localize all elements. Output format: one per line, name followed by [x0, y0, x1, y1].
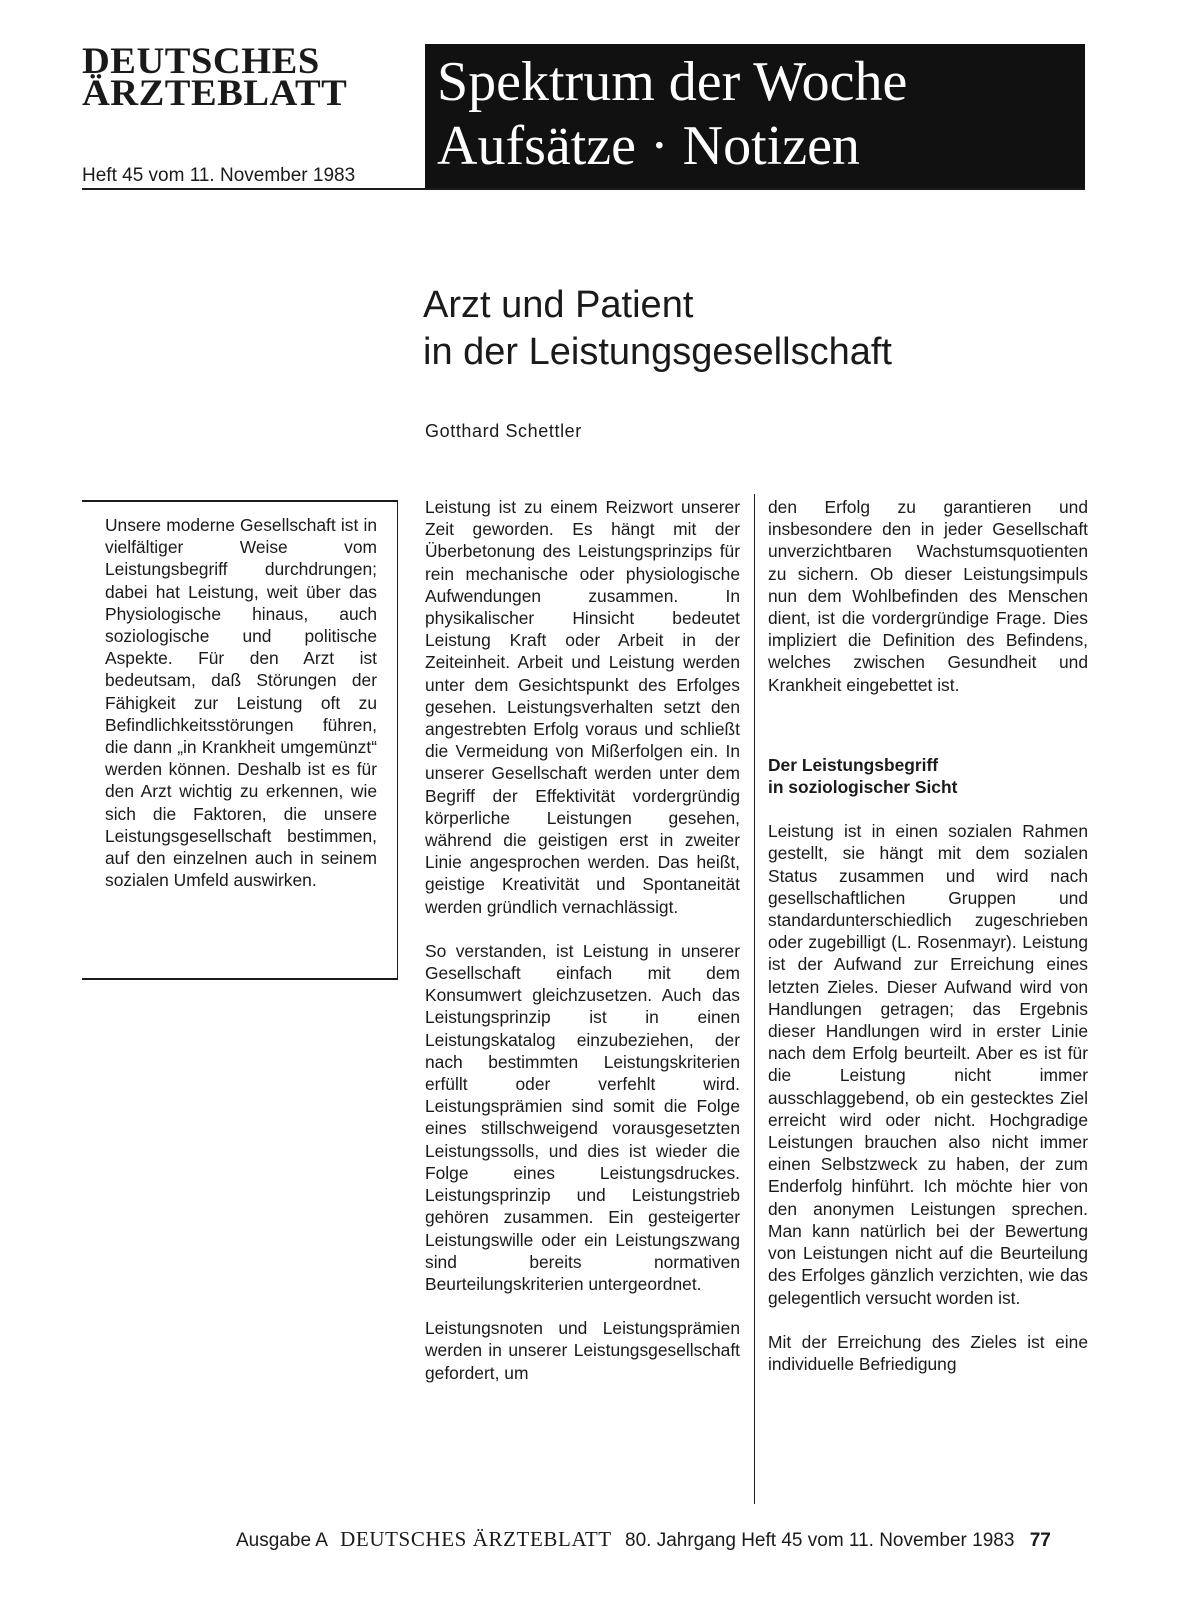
paragraph: Leistung ist zu einem Reizwort unserer Zeit geworden. Es hängt mit der Überbetonung des Leistungsprinzips für rein mechanische oder physiologische Aufwendungen zusammen. In physikalischer Hinsicht bedeutet Leistung Kraft oder Arbeit in der Zeiteinheit. Arbeit und Leistung werden unter dem Gesichtspunkt des Erfolges gesehen. Leistungsverhalten setzt den angestrebten Erfolg voraus und schließt die Vermeidung von Mißerfolgen ein. In unserer Gesellschaft werden unter dem Begriff der Effektivität vordergründig körperliche Leistungen gesehen, während die geistigen erst in zweiter Linie angesprochen werden. Das heißt, geistige Kreativität und Spontaneität werden gründlich vernachlässigt. — [425, 497, 740, 917]
article-title — [423, 282, 892, 376]
paragraph: Leistung ist in einen sozialen Rahmen gestellt, sie hängt mit dem sozialen Status zusammen und wird nach gesellschaftlichen Gruppen und standardunterschiedlich zugeschrieben oder zugebilligt (L. Rosenmayr). Leistung ist der Aufwand zur Erreichung eines letzten Zieles. Dieser Aufwand wird von Handlungen getragen; das Ergebnis dieser Handlungen wird in erster Linie nach dem Erfolg beurteilt. Aber es ist für die Leistung nicht immer ausschlaggebend, ob ein gestecktes Ziel erreicht wird oder nicht. Hochgradige Leistungen brauchen also nicht immer einen Selbstzweck zu haben, der zum Enderfolg hinführt. Ich möchte hier von den anonymen Leistungen sprechen. Man kann natürlich bei der Bewertung von Leistungen nicht auf die Beurteilung des Erfolges gänzlich verzichten, wie das gelegentlich versucht worden ist. — [768, 821, 1088, 1308]
body-column-1 — [425, 496, 740, 1406]
masthead-logo — [82, 41, 348, 114]
logo-line-1: DEUTSCHES — [82, 41, 320, 82]
section-banner — [425, 44, 1085, 188]
masthead-rule — [82, 188, 1085, 190]
paragraph: Mit der Erreichung des Zieles ist eine individuelle Befriedigung — [768, 1331, 1088, 1374]
section-subheading — [768, 754, 1088, 798]
paragraph: So verstanden, ist Leistung in unserer Gesellschaft einfach mit dem Konsumwert gleichzusetzen. Auch das Leistungsprinzip ist in einen Leistungskatalog einzubeziehen, der nach bestimmten Leistungskriterien erfüllt oder verfehlt wird. Leistungsprämien sind somit die Folge eines stillschweigend vorausgesetzten Leistungssolls, und dies ist wieder die Folge eines Leistungsdruckes. Leistungsprinzip und Leistungstrieb gehören zusammen. Ein gesteigerter Leistungswille oder ein Leistungszwang sind bereits normativen Beurteilungskriterien untergeordnet. — [425, 940, 740, 1294]
banner-line-2: Aufsätze · Notizen — [437, 115, 860, 177]
page-footer — [236, 1527, 1051, 1552]
logo-line-2: ÄRZTEBLATT — [82, 73, 348, 114]
title-line-1: Arzt und Patient — [423, 284, 694, 326]
body-column-2 — [768, 496, 1088, 1397]
issue-line: Heft 45 vom 11. November 1983 — [82, 165, 356, 186]
abstract-text: Unsere moderne Gesellschaft ist in vielfältiger Weise vom Leistungsbegriff durchdrungen; dabei hat Leistung, weit über das Physiologische hinaus, auch soziologische und politische Aspekte. Für den Arzt ist bedeutsam, daß Störungen der Fähigkeit zur Leistung oft zu Befindlichkeitsstörungen führen, die dann „in Krankheit umgemünzt“ werden können. Deshalb ist es für den Arzt wichtig zu erkennen, wie sich die Faktoren, die unsere Leistungsgesellschaft bestimmen, auf den einzelnen auch in seinem sozialen Umfeld auswirken. — [105, 515, 377, 891]
title-line-2: in der Leistungsgesellschaft — [423, 331, 892, 373]
paragraph: Leistungsnoten und Leistungsprämien werden in unserer Leistungsgesellschaft gefordert, um — [425, 1318, 740, 1383]
author-name: Gotthard Schettler — [425, 421, 582, 441]
footer-issue: 80. Jahrgang Heft 45 vom 11. November 1983 — [625, 1530, 1015, 1551]
paragraph: den Erfolg zu garantieren und insbesondere den in jeder Gesellschaft unverzichtbaren Wachstumsquotienten zu sichern. Ob dieser Leistungsimpuls nun dem Wohlbefinden des Menschen dient, ist die vordergründige Frage. Dies impliziert die Definition des Befindens, welches zwischen Gesundheit und Krankheit eingebettet ist. — [768, 497, 1088, 695]
page-number: 77 — [1029, 1530, 1051, 1551]
banner-line-1: Spektrum der Woche — [437, 51, 908, 113]
column-divider — [754, 494, 755, 1504]
subheading-line-1: Der Leistungsbegriff — [768, 754, 939, 775]
footer-edition: Ausgabe A — [236, 1530, 327, 1551]
subheading-line-2: in soziologischer Sicht — [768, 777, 958, 798]
footer-brand: DEUTSCHES ÄRZTEBLATT — [340, 1527, 612, 1551]
